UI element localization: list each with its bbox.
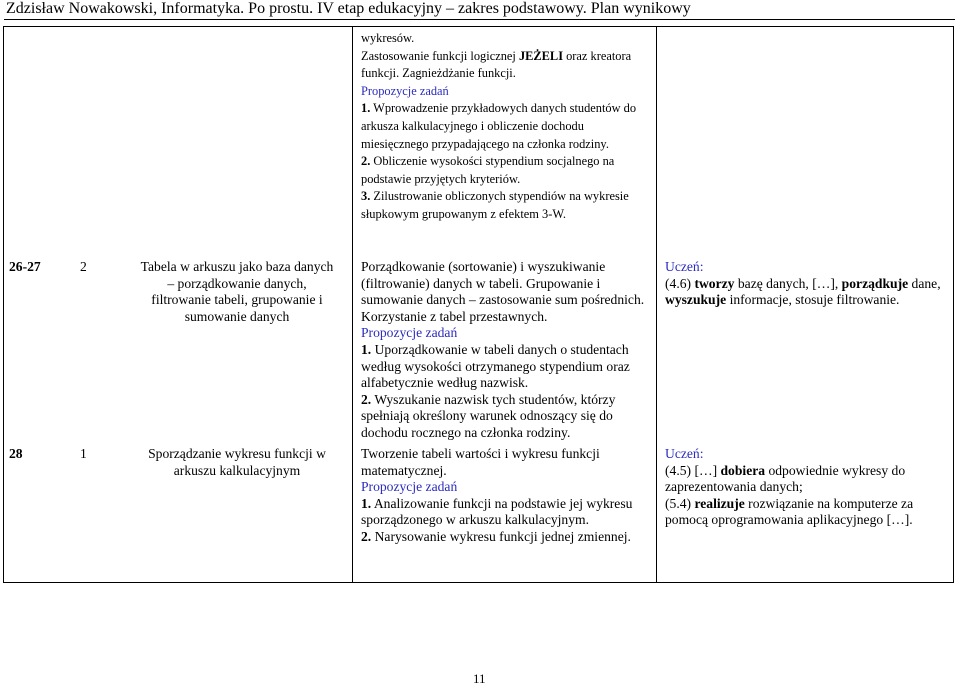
page-header [0, 0, 959, 22]
outcome-verb: realizuje [694, 495, 745, 511]
outcome-verb: tworzy [694, 275, 735, 291]
header-title: Zdzisław Nowakowski, Informatyka. Po prostu. IV etap edukacyjny – zakres podstawowy. Plan wynikowy [6, 0, 691, 17]
task-number: 2. [361, 528, 372, 544]
hours-count: 1 [80, 446, 87, 461]
content-text: Porządkowanie (sortowanie) i wyszukiwanie (filtrowanie) danych w tabeli. Grupowanie i sumowanie danych – zastosowanie sum pośrednich. Korzystanie z tabel przestawnych. [361, 259, 645, 324]
outcome-verb: wyszukuje [665, 292, 727, 308]
task-number: 2. [361, 391, 372, 407]
outcome-verb: porządkuje [841, 275, 909, 291]
topic-text: filtrowanie tabeli, grupowanie i sumowanie danych [151, 292, 323, 324]
outcome-text: (5.4) [665, 495, 695, 511]
task-text: Obliczenie wysokości stypendium socjalnego na podstawie przyjętych kryteriów. [361, 154, 615, 186]
student-label: Uczeń: [665, 259, 704, 274]
topic-text: – porządkowanie danych, [167, 275, 307, 291]
content-text: wykresów. [361, 31, 415, 45]
topic-text: Tabela w arkuszu jako baza danych [140, 259, 334, 274]
content-text: Tworzenie tabeli wartości i wykresu funkcji matematycznej. [361, 446, 600, 478]
task-text: Wprowadzenie przykładowych danych studentów do arkusza kalkulacyjnego i obliczenie dochodu miesięcznego przypadającego na członka rodziny. [361, 101, 637, 151]
outcome-text: rozwiązanie na komputerze za pomocą oprogramowania aplikacyjnego […]. [665, 495, 914, 528]
outcome-text: dane, [908, 275, 941, 291]
lesson-number: 28 [9, 446, 23, 461]
hours-count: 2 [80, 259, 87, 274]
lesson-topic: Sporządzanie wykresu funkcji w arkuszu kalkulacyjnym [148, 446, 326, 478]
tasks-heading: Propozycje zadań [361, 83, 449, 98]
task-text: Uporządkowanie w tabeli danych o studentach według wysokości otrzymanego stypendium oraz alfabetycznie według nazwisk. [361, 341, 630, 391]
lesson-content [361, 446, 649, 546]
task-number: 1. [361, 341, 372, 357]
student-label: Uczeń: [665, 446, 704, 461]
lesson-number: 26-27 [9, 259, 41, 274]
task-text: Analizowanie funkcji na podstawie jej wykresu sporządzonego w arkuszu kalkulacyjnym. [361, 495, 633, 528]
content-text: oraz kreatora funkcji. Zagnieżdżanie funkcji. [361, 48, 632, 81]
lesson-content [361, 259, 649, 442]
column-divider [656, 26, 657, 583]
task-text: Zilustrowanie obliczonych stypendiów na wykresie słupkowym grupowanym z efektem 3-W. [361, 189, 629, 221]
content-text: Zastosowanie funkcji logicznej [361, 48, 519, 63]
column-divider [352, 26, 353, 583]
task-number: 2. [361, 154, 371, 169]
function-name: JEŻELI [518, 48, 564, 63]
content-continuation [361, 30, 649, 224]
learning-outcomes [665, 259, 950, 309]
outcome-text: odpowiednie wykresy do zaprezentowania danych; [665, 462, 906, 495]
outcome-text: bazę danych, […], [734, 275, 842, 291]
task-number: 1. [361, 101, 371, 116]
outcome-text: (4.5) […] [665, 462, 721, 478]
tasks-heading: Propozycje zadań [361, 479, 458, 495]
learning-outcomes [665, 446, 950, 529]
lesson-topic [131, 259, 343, 325]
outcome-text: informacje, stosuje filtrowanie. [726, 292, 900, 308]
outcome-text: (4.6) [665, 275, 695, 291]
task-number: 1. [361, 495, 372, 511]
header-rule [4, 19, 955, 20]
outcome-verb: dobiera [720, 462, 766, 478]
tasks-heading: Propozycje zadań [361, 325, 458, 341]
task-text: Narysowanie wykresu funkcji jednej zmiennej. [371, 528, 631, 544]
page-number: 11 [473, 671, 486, 685]
task-number: 3. [361, 189, 371, 204]
task-text: Wyszukanie nazwisk tych studentów, którzy spełniają określony warunek odnoszący się do dochodu rocznego na członka rodziny. [361, 391, 616, 440]
